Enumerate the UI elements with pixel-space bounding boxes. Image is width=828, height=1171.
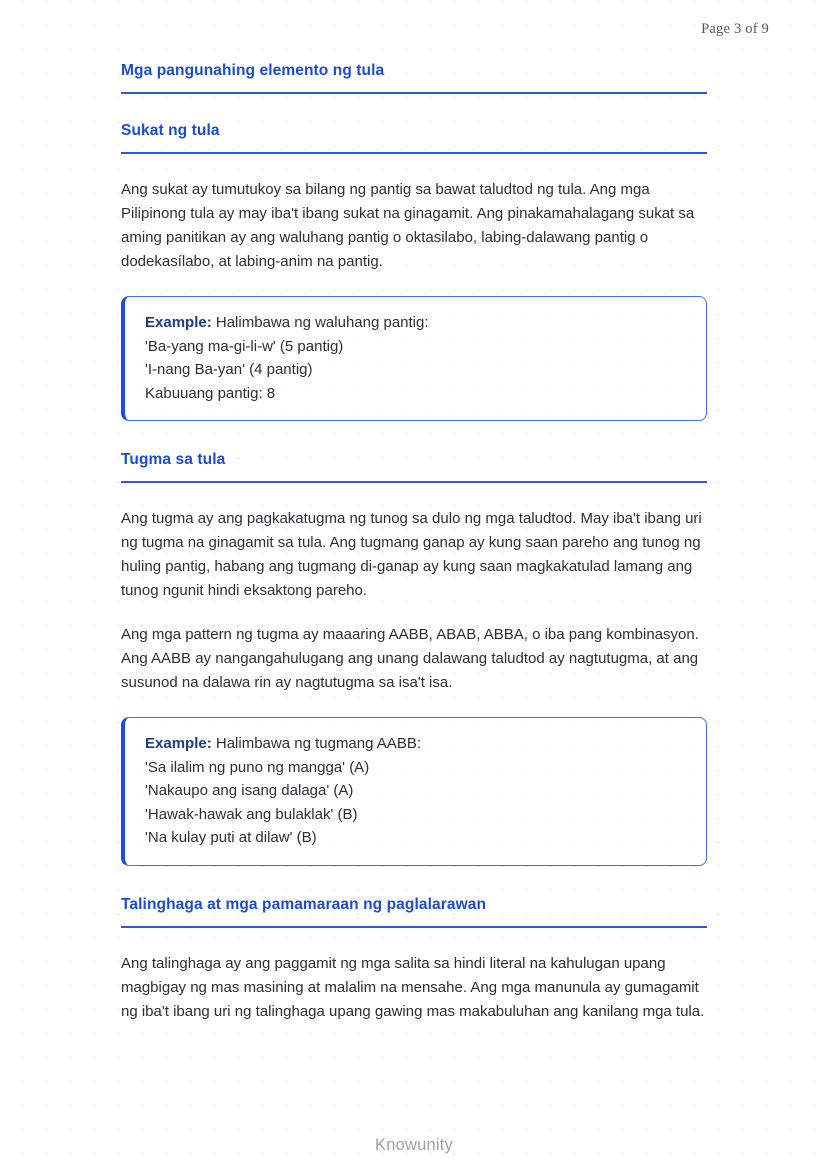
example-intro-line xyxy=(145,732,686,756)
example-line: 'Nakaupo ang isang dalaga' (A) xyxy=(145,782,354,799)
example-intro-line xyxy=(145,311,686,335)
example-line: 'Hawak-hawak ang bulaklak' (B) xyxy=(145,805,358,823)
section-heading-tugma: Tugma sa tula xyxy=(121,451,707,483)
main-heading: Mga pangunahing elemento ng tula xyxy=(121,62,707,94)
page-footer xyxy=(0,1136,828,1155)
paragraph-sukat: Ang sukat ay tumutukoy sa bilang ng pantig sa bawat taludtod ng tula. Ang mga Pilipinong tula ay may iba't ibang sukat na ginagamit. Ang pinakamahalagang sukat sa aming panitikan ay ang waluhang pantig o oktasilabo, labing-dalawang pantig o dodekasílabo, at labing-anim na pantig. xyxy=(121,181,695,270)
example-label: Example: xyxy=(145,735,212,752)
paragraph-tugma-1: Ang tugma ay ang pagkakatugma ng tunog sa dulo ng mga taludtod. May iba't ibang uri ng tugma na ginagamit sa tula. Ang tugmang ganap ay kung saan pareho ang tunog ng huling pantig, habang ang tugmang di-ganap ay kung saan magkakatulad lamang ang tunog ngunit hindi eksaktong pareho. xyxy=(121,510,702,599)
example-intro-text: Halimbawa ng tugmang AABB: xyxy=(215,735,421,752)
footer-brand: Knowunity xyxy=(375,1136,453,1154)
example-line: 'Sa ilalim ng puno ng mangga' (A) xyxy=(145,758,370,776)
example-label: Example: xyxy=(145,314,212,331)
page-indicator: Page 3 of 9 xyxy=(701,21,769,37)
example-line: 'Ba-yang ma-gi-li-w' (5 pantig) xyxy=(145,337,344,355)
paragraph-tugma-2: Ang mga pattern ng tugma ay maaaring AABB, ABAB, ABBA, o iba pang kombinasyon. Ang AABB ay nangangahulugang ang unang dalawang taludtod ay nagtutugma, at ang susunod na dalawa rin ay nagtutugma sa isa't isa. xyxy=(121,626,699,691)
example-box-tugma xyxy=(121,717,707,866)
example-line: Kabuuang pantig: 8 xyxy=(145,384,276,402)
section-heading-sukat: Sukat ng tula xyxy=(121,122,707,154)
example-box-sukat xyxy=(121,296,707,421)
paragraph-talinghaga: Ang talinghaga ay ang paggamit ng mga salita sa hindi literal na kahulugan upang magbigay ng mas masining at malalim na mensahe. Ang mga manunula ay gumagamit ng iba't ibang uri ng talinghaga upang gawing mas makabuluhan ang kanilang mga tula. xyxy=(121,954,705,1020)
example-line: 'I-nang Ba-yan' (4 pantig) xyxy=(145,361,313,378)
example-intro-text: Halimbawa ng waluhang pantig: xyxy=(215,314,429,331)
example-line: 'Na kulay puti at dilaw' (B) xyxy=(145,829,317,846)
section-heading-talinghaga: Talinghaga at mga pamamaraan ng paglalarawan xyxy=(121,896,707,928)
